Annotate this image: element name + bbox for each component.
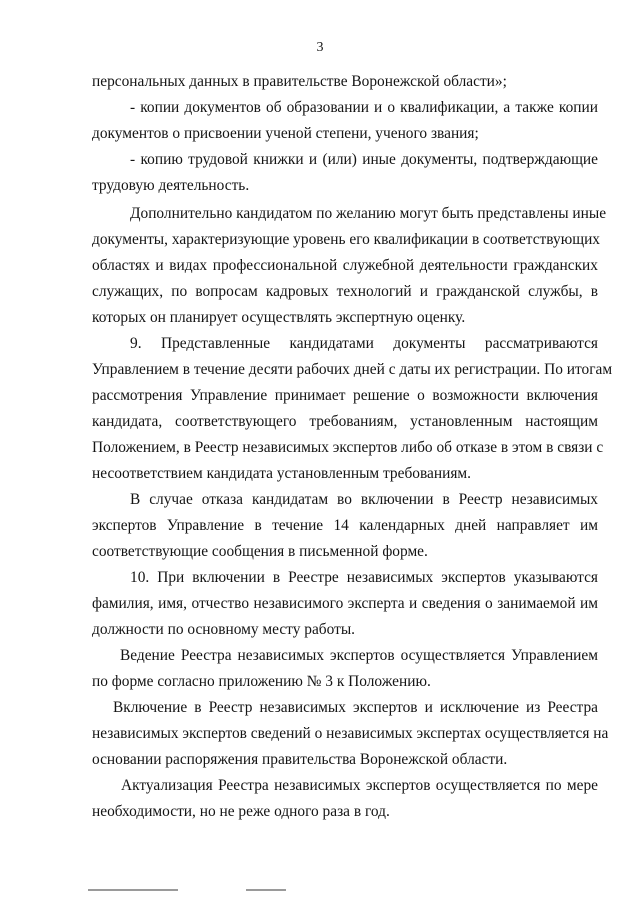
text-line: служащих, по вопросам кадровых технологий и гражданской службы, в <box>92 283 598 300</box>
text-line: Положением, в Реестр независимых экспертов либо об отказе в этом в связи с <box>92 439 604 456</box>
text-line: которых он планирует осуществлять экспертную оценку. <box>92 309 466 326</box>
text-line: - копии документов об образовании и о квалификации, а также копии <box>130 99 598 116</box>
text-line: экспертов Управление в течение 14 календарных дней направляет им <box>92 517 598 534</box>
text-line: рассмотрения Управление принимает решение о возможности включения <box>92 387 598 404</box>
text-line: персональных данных в правительстве Воронежской области»; <box>92 73 507 90</box>
text-line: Актуализация Реестра независимых экспертов осуществляется по мере <box>121 777 598 794</box>
text-line: основании распоряжения правительства Воронежской области. <box>92 751 508 768</box>
text-line: трудовую деятельность. <box>92 177 250 194</box>
text-line: 9. Представленные кандидатами документы рассматриваются <box>130 335 598 352</box>
text-line: В случае отказа кандидатам во включении в Реестр независимых <box>130 491 598 508</box>
text-line: должности по основному месту работы. <box>92 621 356 638</box>
scan-artifact <box>246 889 286 891</box>
text-line: фамилия, имя, отчество независимого эксперта и сведения о занимаемой им <box>92 595 598 612</box>
text-line: кандидата, соответствующего требованиям, установленным настоящим <box>92 413 598 430</box>
text-line: Дополнительно кандидатом по желанию могут быть представлены иные <box>130 205 607 222</box>
text-line: документы, характеризующие уровень его квалификации в соответствующих <box>92 231 600 248</box>
text-line: областях и видах профессиональной служебной деятельности гражданских <box>92 257 598 274</box>
text-line: Включение в Реестр независимых экспертов и исключение из Реестра <box>113 699 598 716</box>
text-line: документов о присвоении ученой степени, ученого звания; <box>92 125 479 142</box>
text-line: Управлением в течение десяти рабочих дней с даты их регистрации. По итогам <box>92 361 613 378</box>
text-line: несоответствием кандидата установленным требованиям. <box>92 465 472 482</box>
text-line: - копию трудовой книжки и (или) иные документы, подтверждающие <box>130 151 598 168</box>
text-line: необходимости, но не реже одного раза в год. <box>92 803 390 820</box>
page-number: 3 <box>316 40 324 55</box>
text-line: Ведение Реестра независимых экспертов осуществляется Управлением <box>120 647 598 664</box>
text-line: независимых экспертов сведений о независимых экспертах осуществляется на <box>92 725 609 742</box>
text-line: соответствующие сообщения в письменной форме. <box>92 543 428 560</box>
text-line: 10. При включении в Реестре независимых экспертов указываются <box>130 569 598 586</box>
text-line: по форме согласно приложению № 3 к Положению. <box>92 673 431 690</box>
scan-artifact <box>88 889 178 891</box>
